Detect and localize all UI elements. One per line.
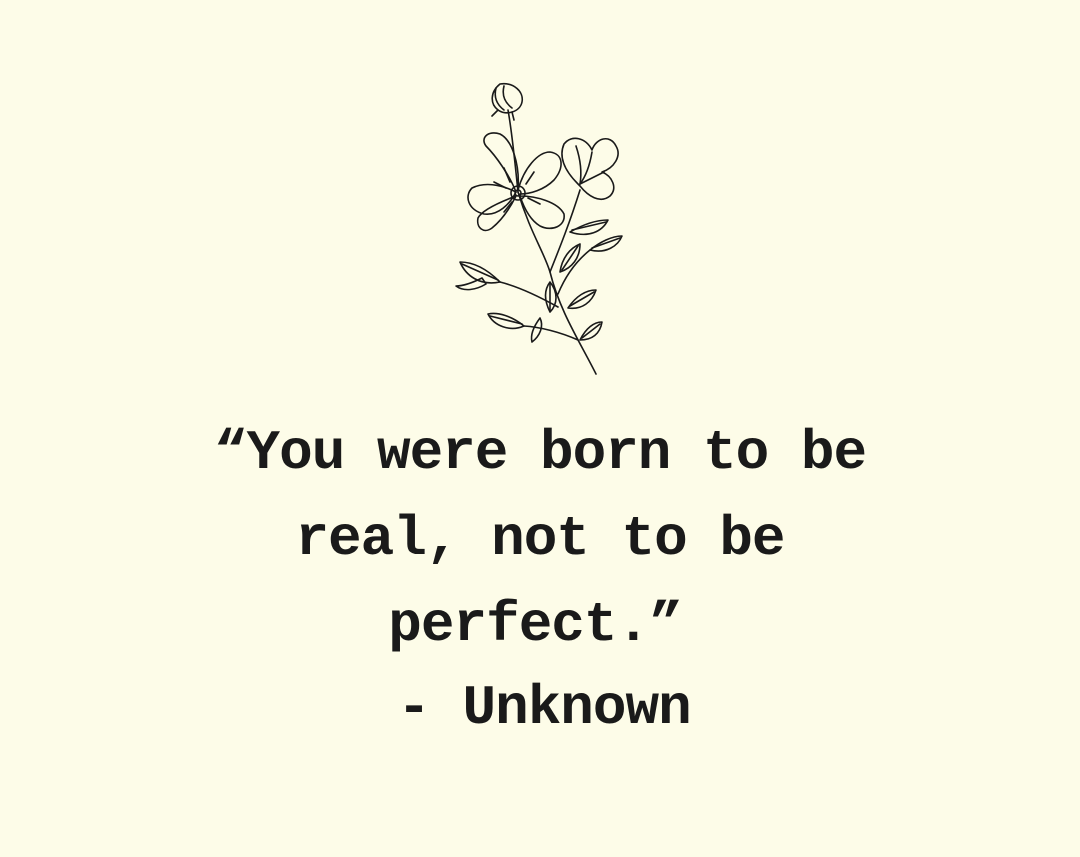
quote-attribution — [0, 668, 1080, 748]
attribution-text: - Unknown — [397, 676, 691, 740]
quote-line-3: perfect.” — [388, 593, 682, 657]
quote-line-2: real, not to be — [295, 507, 785, 571]
quote-line-1: “You were born to be — [213, 421, 867, 485]
quote-text — [0, 410, 1080, 668]
flower-sprig-icon — [440, 72, 640, 382]
